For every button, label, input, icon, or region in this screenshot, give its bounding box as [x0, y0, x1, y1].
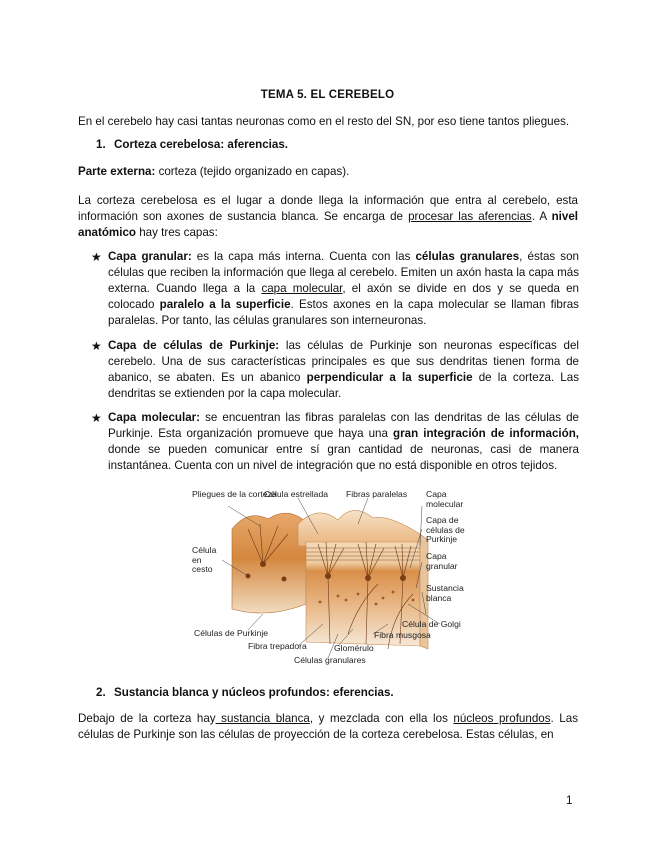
label-capa-purkinje: Capa de células de Purkinje	[426, 515, 465, 544]
bullet-capa-molecular	[91, 410, 579, 474]
corteza-underlined: procesar las aferencias	[408, 210, 532, 223]
star-bullet-icon: ★	[91, 411, 102, 425]
granular-bold-2: células granulares	[415, 250, 520, 263]
bullet-capa-granular	[91, 249, 579, 329]
section-2-title: Sustancia blanca y núcleos profundos: eferencias.	[114, 686, 394, 699]
purkinje-label: Capa de células de Purkinje:	[108, 339, 280, 352]
molecular-text-1: se encuentran las fibras paralelas con las dendritas de las células de Purkinje. Esta organización promueve que haya una	[108, 411, 579, 440]
para3-underlined-2: núcleos profundos	[453, 712, 551, 725]
granular-text-2: , éstas son células que reciben la información que llega al cerebelo. Emiten un axón hasta la capa más externa. Cuando llega a la	[108, 250, 579, 295]
purkinje-text-2: de la corteza. Las dendritas se extienden por la capa molecular.	[108, 371, 579, 400]
label-pliegues: Pliegues de la corteza	[192, 489, 277, 499]
section-1-number: 1.	[96, 138, 106, 151]
para3-text-2: , y mezclada con ella los	[309, 712, 454, 725]
corteza-text-1: La corteza cerebelosa es el lugar a donde llega la información que entra al cerebelo, esta información son axones de sustancia blanca. Se encarga de	[78, 194, 578, 223]
granular-text-1: es la capa más interna. Cuenta con las	[191, 250, 416, 263]
section-2-heading	[96, 686, 394, 699]
label-capa-granular: Capa granular	[426, 551, 458, 571]
purkinje-bold-2: perpendicular a la superficie	[306, 371, 473, 384]
parte-externa-label: Parte externa:	[78, 165, 156, 178]
para3-text-3: . Las células de Purkinje son las células de proyección de la corteza cerebelosa. Estas células, en	[78, 712, 578, 741]
granular-text-3: , el axón se divide en dos y se queda en colocado	[108, 282, 579, 311]
granular-label: Capa granular:	[108, 250, 192, 263]
corteza-paragraph	[78, 193, 578, 241]
purkinje-text-1: las células de Purkinje son neuronas específicas del cerebelo. Una de sus características principales es que sus dendritas tienen forma de abanico, se abaten. Es un abanico	[108, 339, 579, 384]
section-2-number: 2.	[96, 686, 106, 699]
para3-text-1: Debajo de la corteza hay	[78, 712, 216, 725]
corteza-text-3: hay tres capas:	[135, 226, 218, 239]
corteza-bold: nivel anatómico	[78, 210, 578, 239]
label-celula-cesto: Célula en cesto	[192, 545, 217, 574]
page-title: TEMA 5. EL CEREBELO	[260, 89, 395, 101]
para3-underlined-1: sustancia blanca	[215, 712, 310, 725]
bullet-capa-purkinje	[91, 338, 579, 402]
molecular-bold-2: gran integración de información,	[393, 427, 579, 440]
label-celulas-purkinje: Células de Purkinje	[194, 628, 269, 638]
label-sustancia-blanca: Sustancia blanca	[426, 583, 464, 603]
intro-paragraph: En el cerebelo hay casi tantas neuronas como en el resto del SN, por eso tiene tantos pliegues.	[78, 115, 570, 128]
granular-underlined: capa molecular	[261, 282, 343, 295]
section-1-title: Corteza cerebelosa: aferencias.	[114, 138, 288, 151]
label-celulas-granulares: Células granulares	[294, 655, 366, 665]
molecular-text-2: donde se pueden comunicar entre sí gran cantidad de neuronas, casi de manera instantánea. Cuenta con un nivel de integración que no está disponible en otros tejidos.	[108, 443, 579, 472]
molecular-label: Capa molecular:	[108, 411, 201, 424]
label-estrellada: Célula estrellada	[264, 489, 329, 499]
granular-bold-3: paralelo a la superficie	[159, 298, 291, 311]
granular-text-4: . Estos axones en la capa molecular se llaman fibras paralelas. Por tanto, las células granulares son interneuronas.	[108, 298, 579, 327]
star-bullet-icon: ★	[91, 250, 102, 264]
cerebellum-cortex-figure	[188, 484, 480, 670]
label-capa-molecular: Capa molecular	[426, 489, 464, 509]
corteza-text-2: . A	[531, 210, 552, 223]
page-number: 1	[566, 794, 573, 807]
star-bullet-icon: ★	[91, 339, 102, 353]
parte-externa-paragraph	[78, 164, 578, 180]
section-1-heading	[96, 138, 288, 151]
label-fibra-trepadora: Fibra trepadora	[248, 641, 307, 651]
label-celula-golgi: Célula de Golgi	[402, 619, 461, 629]
label-glomerulo: Glomérulo	[334, 643, 374, 653]
parte-externa-text: corteza (tejido organizado en capas).	[155, 165, 350, 178]
label-fibras-paralelas: Fibras paralelas	[346, 489, 408, 499]
label-fibra-musgosa: Fibra musgosa	[374, 630, 431, 640]
sustancia-blanca-paragraph	[78, 711, 578, 743]
